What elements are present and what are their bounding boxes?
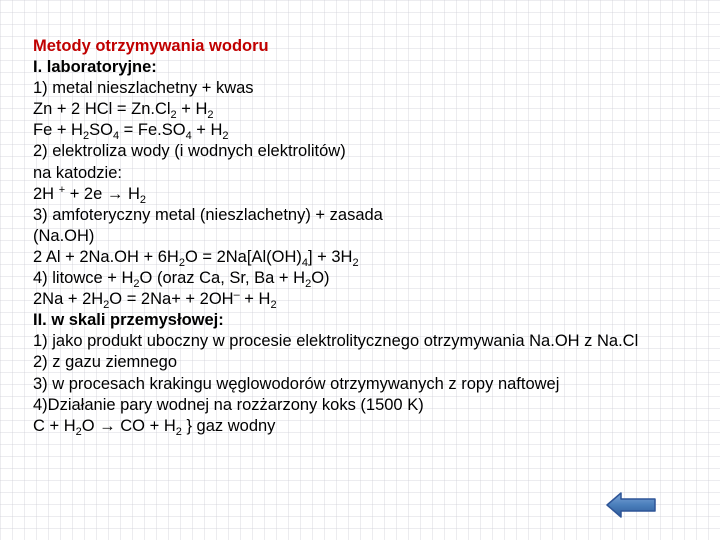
- lab-item-3-continued: (Na.OH): [33, 226, 95, 245]
- left-arrow-icon: [606, 492, 656, 518]
- slide-content: [33, 36, 713, 437]
- laboratory-heading: I. laboratoryjne:: [33, 58, 157, 77]
- industrial-item-1: 1) jako produkt uboczny w procesie elektrolitycznego otrzymywania Na.OH z Na.Cl: [33, 332, 639, 351]
- industrial-heading: II. w skali przemysłowej:: [33, 311, 224, 330]
- equation-water-gas: $C + H_2O$ → CO + $H_2$ } gaz wodny: [33, 416, 276, 438]
- lab-item-3: 3) amfoteryczny metal (nieszlachetny) + zasada: [33, 205, 383, 224]
- equation-na-h2o: $2Na + 2H_2O = 2Na+ + 2OH^- + H_2$: [33, 289, 277, 312]
- equation-cathode: 2H $^+ + 2e \to H_2$: [33, 183, 146, 206]
- cathode-label: na katodzie:: [33, 163, 122, 182]
- equation-al-naoh: 2 $Al + 2Na.OH + 6H_2O = 2Na[Al(OH)_4] + 3H_2$: [33, 247, 359, 269]
- equation-zn-hcl: Zn + 2 HCl = $Zn.Cl_2 + H_2$: [33, 100, 214, 122]
- industrial-item-2: 2) z gazu ziemnego: [33, 353, 177, 372]
- equation-fe-h2so4: $Fe + H_2SO_4 = Fe.SO_4 + H_2$: [33, 121, 229, 143]
- lab-item-1: 1) metal nieszlachetny + kwas: [33, 79, 254, 98]
- lab-item-2: 2) elektroliza wody (i wodnych elektrolitów): [33, 142, 346, 161]
- industrial-item-3: 3) w procesach krakingu węglowodorów otrzymywanych z ropy naftowej: [33, 374, 560, 393]
- lab-item-4: 4) litowce + $H_2O$ (oraz Ca, Sr, $Ba + H_2O$): [33, 269, 330, 291]
- back-button[interactable]: [606, 492, 656, 518]
- industrial-item-4: 4)Działanie pary wodnej na rozżarzony koks (1500 K): [33, 395, 424, 414]
- slide-title: Metody otrzymywania wodoru: [33, 37, 269, 55]
